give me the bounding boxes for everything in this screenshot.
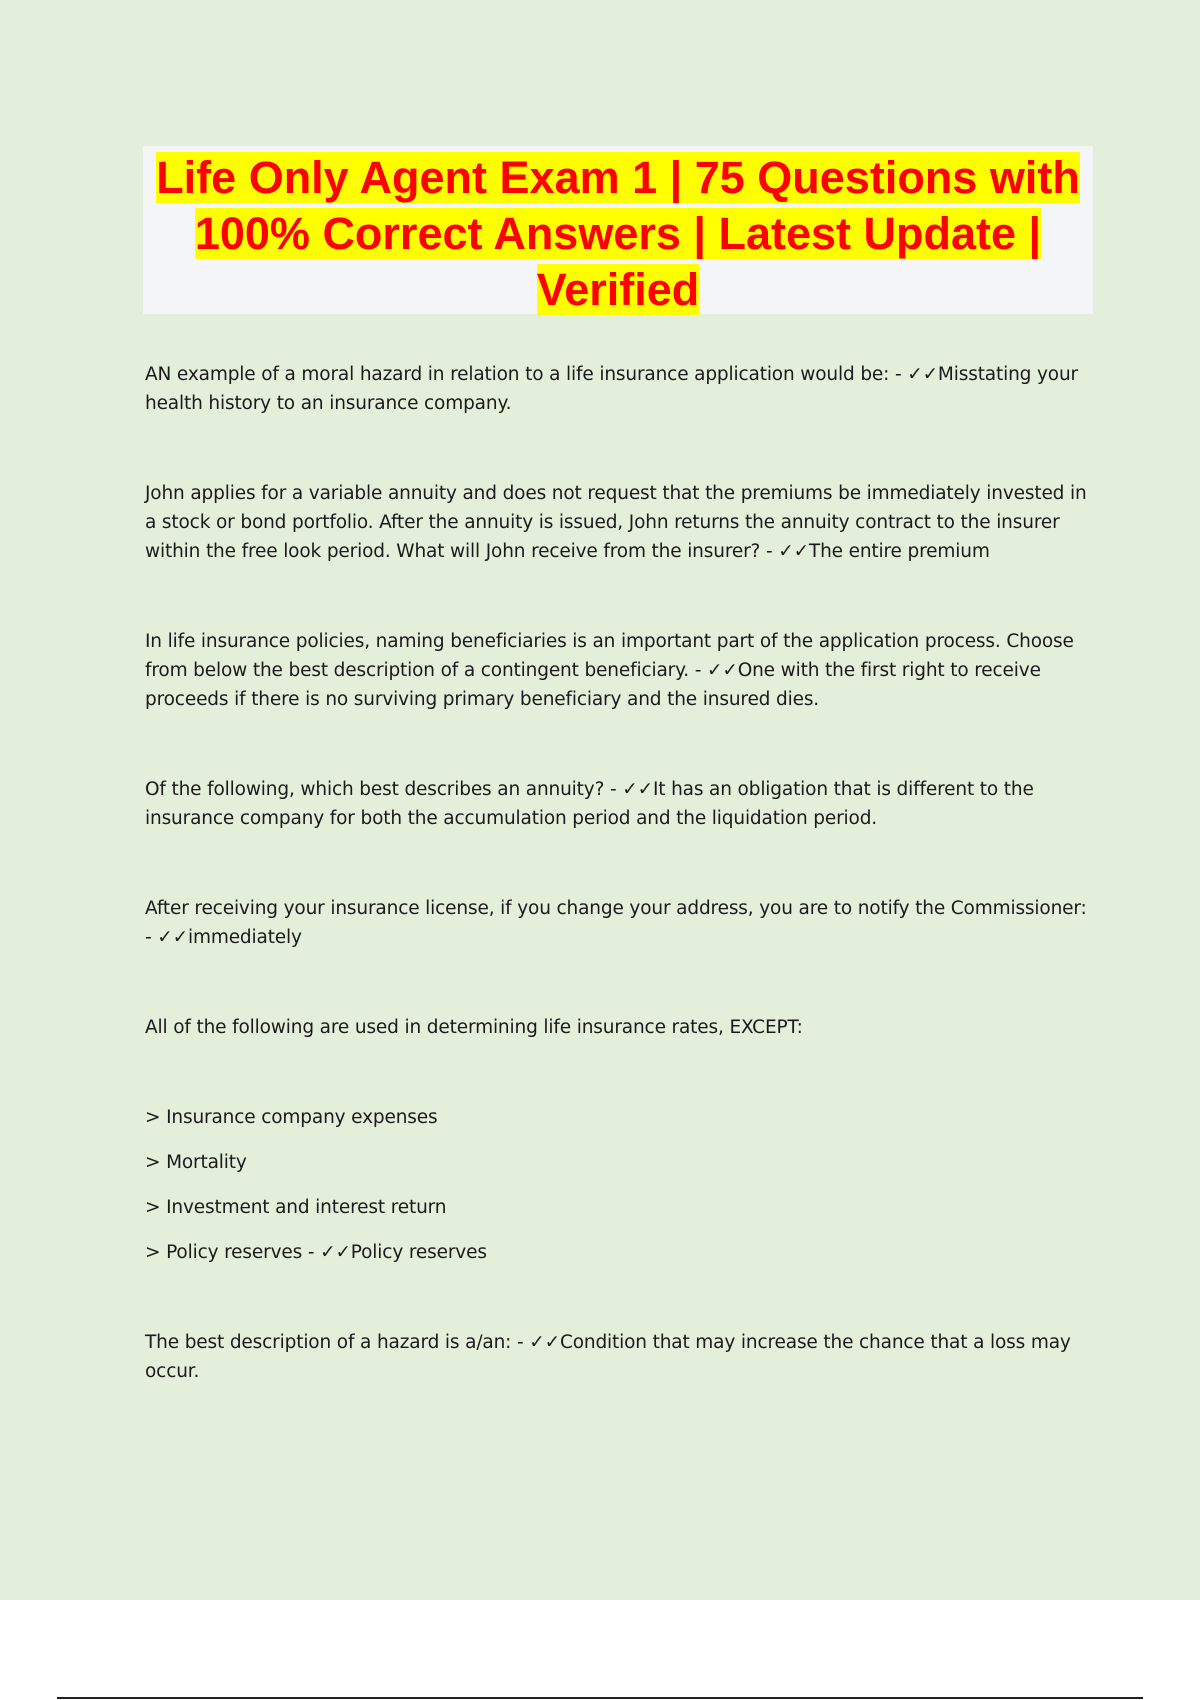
checkmark-icon: ✓✓ — [320, 1242, 351, 1263]
answer-text: Misstating your health history to an insurance company. — [145, 364, 1078, 414]
option-text: > Policy reserves - — [145, 1242, 321, 1263]
qa-item-2 — [145, 479, 1095, 566]
qa-item-1 — [145, 360, 1095, 418]
checkmark-icon: ✓✓ — [529, 1332, 560, 1353]
qa-item-3 — [145, 627, 1095, 714]
qa-multi-stem: All of the following are used in determining life insurance rates, EXCEPT: — [145, 1017, 803, 1038]
question-text: Of the following, which best describes an annuity? - — [145, 779, 623, 800]
answer-text: Condition that may increase the chance that a loss may occur. — [145, 1332, 1071, 1382]
question-text: John applies for a variable annuity and does not request that the premiums be immediately invested in a stock or bond portfolio. After the annuity is issued, John returns the annuity contract to the insurer within the free look period. What will John receive from the insurer? - — [145, 483, 1087, 562]
answer-text: Policy reserves — [350, 1242, 487, 1263]
document-body — [145, 360, 1095, 1386]
document-title: Life Only Agent Exam 1 | 75 Questions with 100% Correct Answers | Latest Update | Verified — [156, 152, 1080, 315]
checkmark-icon: ✓✓ — [907, 364, 938, 385]
qa-item-last — [145, 1328, 1095, 1386]
option-item: > Mortality — [145, 1152, 247, 1173]
checkmark-icon: ✓✓ — [706, 660, 738, 681]
option-item-with-answer — [145, 1238, 1095, 1267]
option-item: > Investment and interest return — [145, 1197, 447, 1218]
option-item: > Insurance company expenses — [145, 1107, 438, 1128]
checkmark-icon: ✓✓ — [622, 779, 653, 800]
qa-item-5 — [145, 894, 1095, 952]
answer-text: immediately — [187, 927, 302, 948]
footer-divider — [57, 1697, 1143, 1699]
checkmark-icon: ✓✓ — [778, 541, 809, 562]
question-text: AN example of a moral hazard in relation to a life insurance application would be: - — [145, 364, 908, 385]
checkmark-icon: ✓✓ — [157, 927, 188, 948]
answer-text: One with the first right to receive proceeds if there is no surviving primary beneficiary and the insured dies. — [145, 660, 1041, 710]
qa-item-4 — [145, 775, 1095, 833]
title-box — [143, 146, 1093, 314]
question-text: After receiving your insurance license, if you change your address, you are to notify the Commissioner: - — [145, 898, 1087, 948]
question-text: The best description of a hazard is a/an: - — [145, 1332, 530, 1353]
question-text: In life insurance policies, naming beneficiaries is an important part of the application process. Choose from below the best description of a contingent beneficiary. - — [145, 631, 1074, 681]
answer-text: It has an obligation that is different to the insurance company for both the accumulation period and the liquidation period. — [145, 779, 1034, 829]
answer-text: The entire premium — [808, 541, 990, 562]
